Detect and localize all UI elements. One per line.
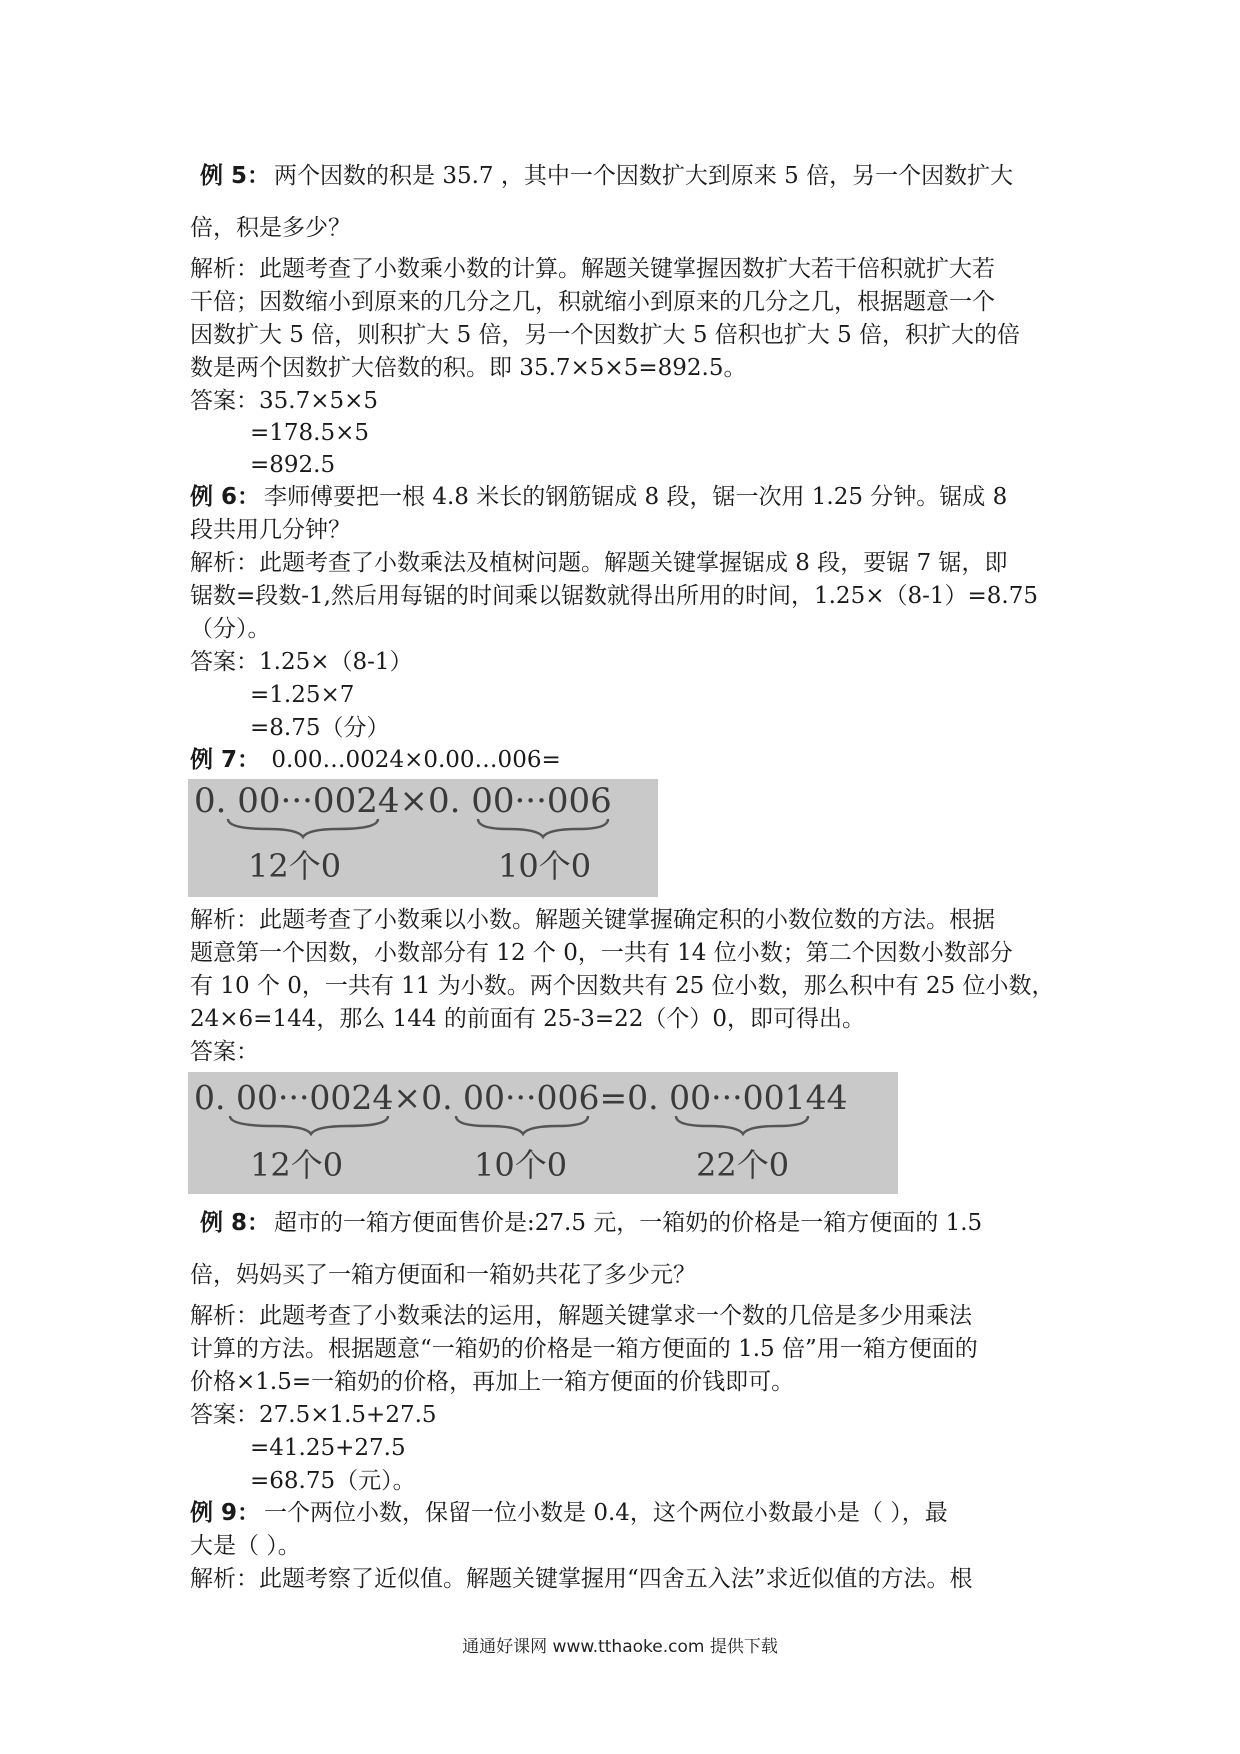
answer-caption-12: 12个0 — [250, 1146, 344, 1184]
answer-formula-text: 0. 00···0024×0. 00···006=0. 00···00144 — [194, 1078, 848, 1117]
example-8-answer-step-2: =41.25+27.5 — [250, 1435, 406, 1461]
answer-caption-22: 22个0 — [696, 1146, 790, 1184]
answer-caption-10: 10个0 — [474, 1146, 568, 1184]
example-6-label: 例 6： — [190, 484, 261, 510]
example-7-label: 例 7： — [190, 747, 261, 773]
example-7-analysis-2: 题意第一个因数，小数部分有 12 个 0，一共有 14 位小数；第二个因数小数部分 — [190, 940, 1013, 966]
example-5-analysis-1: 解析：此题考查了小数乘小数的计算。解题关键掌握因数扩大若干倍积就扩大若 — [190, 256, 995, 282]
example-6-analysis-2: 锯数=段数-1,然后用每锯的时间乘以锯数就得出所用的时间，1.25×（8-1）=8.75 — [190, 583, 1038, 609]
example-8-question-cont: 倍，妈妈买了一箱方便面和一箱奶共花了多少元？ — [190, 1262, 696, 1288]
example-7-analysis-4: 24×6=144，那么 144 的前面有 25-3=22（个）0，即可得出。 — [190, 1006, 866, 1032]
formula-text: 0. 00···0024×0. 00···006 — [194, 781, 612, 821]
example-7-analysis-3: 有 10 个 0，一共有 11 为小数。两个因数共有 25 位小数，那么积中有 25 位小数， — [190, 973, 1055, 999]
brace-caption-10: 10个0 — [498, 847, 592, 885]
example-6-answer-step-3: =8.75（分） — [250, 715, 390, 741]
example-8-question: 例 8： 超市的一箱方便面售价是:27.5 元，一箱奶的价格是一箱方便面的 1.5 — [200, 1210, 983, 1236]
example-7-question: 例 7： 0.00…0024×0.00…006= — [190, 747, 561, 773]
example-6-question-cont: 段共用几分钟？ — [190, 517, 351, 543]
example-5-analysis-3: 因数扩大 5 倍，则积扩大 5 倍，另一个因数扩大 5 倍积也扩大 5 倍，积扩大的倍 — [190, 322, 1021, 348]
example-5-answer-step-3: =892.5 — [250, 452, 336, 478]
example-8-analysis-2: 计算的方法。根据题意“一箱奶的价格是一箱方便面的 1.5 倍”用一箱方便面的 — [190, 1336, 978, 1362]
example-5-label: 例 5： — [200, 163, 271, 189]
example-8-label: 例 8： — [200, 1210, 271, 1236]
example-8-answer-step-3: =68.75（元）。 — [250, 1468, 416, 1494]
example-6-answer-step-2: =1.25×7 — [250, 682, 355, 708]
example-5-analysis-2: 干倍；因数缩小到原来的几分之几，积就缩小到原来的几分之几，根据题意一个 — [190, 289, 995, 315]
example-7-formula-image — [188, 779, 658, 897]
example-7-answer-image — [188, 1072, 898, 1194]
example-5-answer-step-2: =178.5×5 — [250, 420, 370, 446]
example-6-analysis-1: 解析：此题考查了小数乘法及植树问题。解题关键掌握锯成 8 段，要锯 7 锯，即 — [190, 550, 1008, 576]
example-9-label: 例 9： — [190, 1500, 261, 1526]
example-5-question-cont: 倍，积是多少？ — [190, 215, 351, 241]
example-6-question: 例 6： 李师傅要把一根 4.8 米长的钢筋锯成 8 段，锯一次用 1.25 分钟。锯成 8 — [190, 484, 1008, 510]
page-footer: 通通好课网 www.tthaoke.com 提供下载 — [462, 1637, 778, 1657]
example-8-analysis-1: 解析：此题考查了小数乘法的运用，解题关键掌求一个数的几倍是多少用乘法 — [190, 1303, 972, 1329]
brace-caption-12: 12个0 — [248, 847, 342, 885]
example-9-analysis-1: 解析：此题考察了近似值。解题关键掌握用“四舍五入法”求近似值的方法。根 — [190, 1566, 973, 1592]
example-8-answer: 答案：27.5×1.5+27.5 — [190, 1402, 437, 1428]
example-6-answer: 答案：1.25×（8-1） — [190, 649, 413, 675]
example-5-analysis-4: 数是两个因数扩大倍数的积。即 35.7×5×5=892.5。 — [190, 355, 747, 381]
example-9-question-cont: 大是（ ）。 — [190, 1533, 301, 1559]
example-7-analysis-1: 解析：此题考查了小数乘以小数。解题关键掌握确定积的小数位数的方法。根据 — [190, 907, 995, 933]
example-9-question: 例 9： 一个两位小数，保留一位小数是 0.4，这个两位小数最小是（ ），最 — [190, 1500, 948, 1526]
example-8-analysis-3: 价格×1.5=一箱奶的价格，再加上一箱方便面的价钱即可。 — [190, 1369, 795, 1395]
example-5-answer: 答案：35.7×5×5 — [190, 388, 379, 414]
example-7-answer: 答案： — [190, 1039, 259, 1065]
example-6-analysis-3: （分）。 — [190, 616, 271, 642]
example-5-question: 例 5： 两个因数的积是 35.7 ，其中一个因数扩大到原来 5 倍，另一个因数扩大 — [200, 163, 1014, 189]
